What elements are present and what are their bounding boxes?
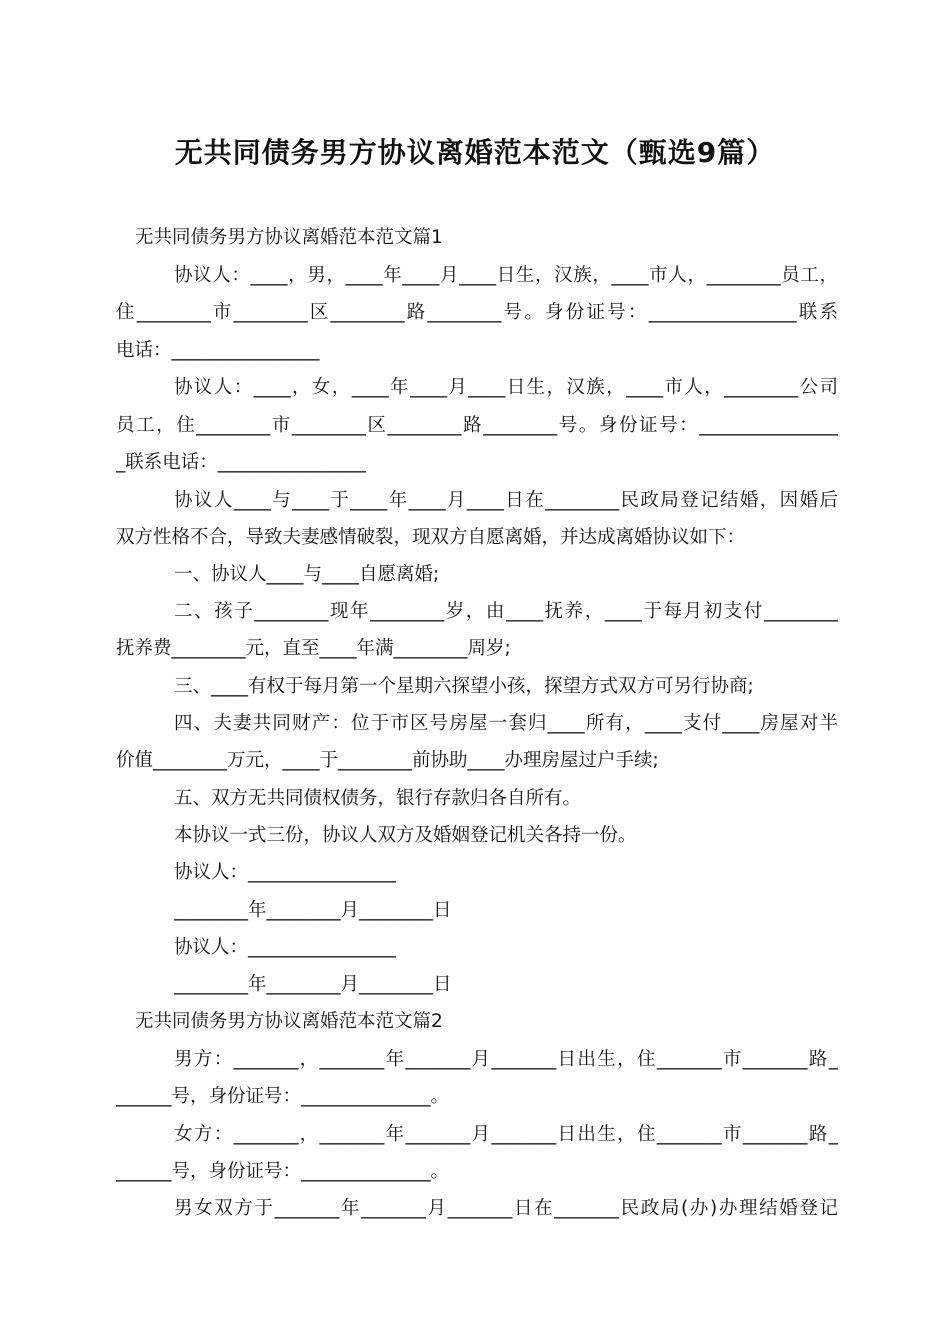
paragraph-line: 协议人：____，男，____年____月____日生，汉族，____市人，________员工， xyxy=(174,265,838,286)
clause-line: 二、孩子________现年________岁，由____抚养，____于每月初支付________ xyxy=(174,601,838,622)
paragraph-line: ______号，身份证号：______________。 xyxy=(116,1161,450,1182)
signature-line: 协议人：________________ xyxy=(174,937,397,958)
paragraph-line: 电话：________________ xyxy=(116,340,320,361)
clause-line: 三、____有权于每月第一个星期六探望小孩，探望方式双方可另行协商; xyxy=(174,676,754,697)
clause-line: 四、夫妻共同财产：位于市区号房屋一套归____所有，____支付____房屋对半 xyxy=(174,713,838,734)
date-line: ________年________月________日 xyxy=(174,900,452,921)
paragraph-line: 住________市________区________路________号。身份证号：________________联系 xyxy=(116,302,838,323)
paragraph-line: 本协议一式三份，协议人双方及婚姻登记机关各持一份。 xyxy=(174,825,637,846)
document-title: 无共同债务男方协议离婚范本范文（甄选9篇） xyxy=(174,136,776,169)
paragraph-line: 员工，住________市________区________路________号。身份证号：_______________ xyxy=(116,415,838,436)
paragraph-line: 协议人____与____于____年____月____日在________民政局登记结婚，因婚后 xyxy=(174,490,838,511)
paragraph-line: 女方：_______，_______年_______月_______日出生，住_______市_______路_ xyxy=(174,1124,838,1145)
clause-line: 五、双方无共同债权债务，银行存款归各自所有。 xyxy=(174,788,582,809)
clause-line: 价值________万元，____于________前协助____办理房屋过户手续; xyxy=(116,750,659,771)
section-heading-2: 无共同债务男方协议离婚范本范文篇2 xyxy=(135,1011,443,1032)
section-heading-1: 无共同债务男方协议离婚范本范文篇1 xyxy=(135,227,443,248)
paragraph-line: 双方性格不合，导致夫妻感情破裂，现双方自愿离婚，并达成离婚协议如下： xyxy=(116,527,746,548)
clause-line: 抚养费________元，直至____年满________周岁; xyxy=(116,638,511,659)
paragraph-line: ______号，身份证号：______________。 xyxy=(116,1086,450,1107)
paragraph-line: 男女双方于_______年_______月_______日在_______民政局(办)办理结婚登记 xyxy=(174,1198,838,1219)
paragraph-line: 男方：_______，_______年_______月_______日出生，住_______市_______路_ xyxy=(174,1049,838,1070)
signature-line: 协议人：________________ xyxy=(174,862,397,883)
date-line: ________年________月________日 xyxy=(174,974,452,995)
paragraph-line: 协议人：____，女，____年____月____日生，汉族，____市人，________公司 xyxy=(174,377,838,398)
clause-line: 一、协议人____与____自愿离婚; xyxy=(174,564,440,585)
paragraph-line: _联系电话：________________ xyxy=(116,452,366,473)
